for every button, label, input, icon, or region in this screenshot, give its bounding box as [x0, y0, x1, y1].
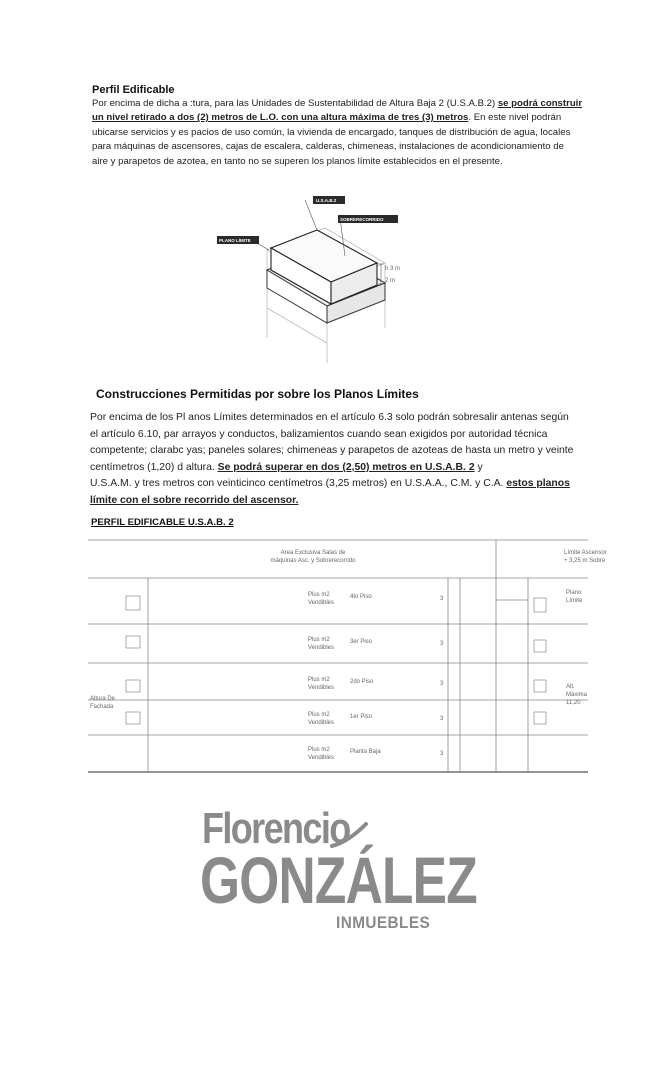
floor-3-area: Plus m2: [308, 677, 330, 683]
section1-line-2: [92, 111, 602, 125]
logo-first-name: Florencio: [202, 804, 350, 853]
sect-left-note-1: Altura De: [90, 696, 116, 702]
sect-right-side-2: Máxima: [566, 692, 588, 698]
sect-top-note-2: máquinas Asc. y Sobrerecorrido: [270, 558, 356, 564]
section2-line-2-pre: el artículo 6.10, par arrayos y conductos, balizamientos cuando sean exigidos por autoridad técnica: [90, 428, 548, 440]
sect-slab-mark-1: [126, 712, 140, 724]
sect-right-side-3: 11,20: [566, 700, 581, 706]
section1-line-3: [92, 126, 602, 140]
sect-right-top-1: Plano: [566, 590, 582, 596]
sect-right-side-1: Alt.: [566, 684, 575, 690]
floor-3-height: 3: [440, 681, 444, 687]
section2-line-4: [90, 460, 600, 477]
isometric-volume-diagram: [205, 188, 435, 363]
section1-line-4-pre: para máquinas de ascensores, cajas de escalera, calderas, chimeneas, instalaciones de acondicionamiento de: [92, 141, 564, 153]
building-section-diagram: [88, 540, 607, 775]
section1-paragraph: [92, 97, 602, 169]
iso-leader-plano: [257, 243, 269, 250]
sect-right-note-1: Límite Ascensor: [564, 550, 607, 556]
floor-1-area: Plus m2: [308, 592, 330, 598]
section2-line-3-pre: competente; clarabc yas; paneles solares; chimeneas y parapetos de azoteas de hasta un metro y veinte: [90, 445, 574, 457]
section2-line-5-ul: estos planos: [506, 478, 570, 490]
iso-tag-usab: U.S.A.B.2: [316, 198, 337, 203]
sect-right-top-2: Límite: [566, 598, 583, 604]
section2-line-1-pre: Por encima de los Pl anos Límites determinados en el artículo 6.3 solo podrán sobresalir antenas según: [90, 412, 569, 423]
floor-5-vendible: Vendibles: [308, 755, 335, 761]
iso-tag-sobre: SOBRERECORRIDO: [340, 217, 384, 222]
section1-line-5-pre: aire y parapetos de azotea, en tanto no se superen los planos límite establecidos en el presente.: [92, 155, 503, 167]
iso-dim-b: 2 m: [385, 278, 396, 284]
section1-line-3-pre: ubicarse servicios y es pacios de uso común, la vivienda de encargado, tanques de distribución de agua, locales: [92, 126, 571, 138]
sect-slab-mark-2: [126, 680, 140, 692]
sect-slab-mark-r2: [534, 680, 546, 692]
section2-subtitle: PERFIL EDIFICABLE U.S.A.B. 2: [91, 517, 234, 528]
sect-right-note-2: + 3,25 m Sobre: [564, 558, 606, 564]
floor-4-area: Plus m2: [308, 712, 330, 718]
floor-5-area: Plus m2: [308, 747, 330, 753]
logo-subtitle: INMUEBLES: [336, 913, 431, 932]
sect-slab-mark-r1: [534, 712, 546, 724]
section2-line-1: [90, 410, 600, 427]
section1-line-2-post: . En este nivel podrán: [468, 112, 562, 124]
iso-leader-usab: [305, 200, 317, 230]
floor-2-vendible: Vendibles: [308, 645, 335, 651]
section1-line-1: [92, 97, 602, 111]
section2-line-5-pre: U.S.A.M. y tres metros con veinticinco centímetros (3,25 metros) en U.S.A.A., C.M. y C.A.: [90, 478, 507, 490]
section2-line-5: [90, 476, 600, 493]
iso-dim-a: h 3 m: [385, 266, 401, 272]
sect-slab-mark-r4: [534, 598, 546, 612]
section2-line-2: [90, 427, 600, 444]
section1-line-1-ul: se podrá construir: [497, 98, 583, 109]
section2-paragraph: [90, 410, 600, 510]
logo-last-name: GONZÁLEZ: [200, 843, 477, 917]
floor-4-name: 1er Piso: [350, 714, 373, 720]
sect-left-note-2: Fachada: [90, 704, 114, 710]
section1-title: Perfil Edificable: [92, 84, 175, 96]
section2-line-4-post: y: [474, 461, 483, 473]
section2-title: Construcciones Permitidas por sobre los Planos Límites: [96, 387, 419, 401]
sect-top-note-1: Area Exclusiva Salas de: [280, 550, 346, 556]
section2-line-6: [90, 493, 600, 510]
floor-5-name: Planta Baja: [350, 749, 381, 755]
floor-3-vendible: Vendibles: [308, 685, 335, 691]
section2-line-4-ul: Se podrá superar en dos (2,50) metros en U.S.A.B. 2: [217, 461, 475, 473]
floor-4-height: 3: [440, 716, 444, 722]
iso-tag-plano: PLANO LÍMITE: [219, 238, 251, 243]
floor-5-height: 3: [440, 751, 444, 757]
section1-line-1-pre: Por encima de dicha a :tura, para las Unidades de Sustentabilidad de Altura Baja 2 (U.S.A.B.2): [92, 98, 498, 109]
floor-1-vendible: Vendibles: [308, 600, 335, 606]
floor-2-height: 3: [440, 641, 444, 647]
floor-3-name: 2do Piso: [350, 679, 374, 685]
floor-1-name: 4to Piso: [350, 594, 372, 600]
section2-line-6-ul: límite con el sobre recorrido del ascensor.: [90, 494, 299, 506]
floor-1-height: 3: [440, 596, 444, 602]
section2-line-4-pre: centímetros (1,20) d altura.: [90, 461, 218, 473]
floor-4-vendible: Vendibles: [308, 720, 335, 726]
section1-line-4: [92, 140, 602, 154]
section1-line-2-ul: un nivel retirado a dos (2) metros de L.O. con una altura máxima de tres (3) metros: [92, 112, 469, 124]
floor-2-area: Plus m2: [308, 637, 330, 643]
sect-slab-mark-r3: [534, 640, 546, 652]
section2-line-3: [90, 443, 600, 460]
section1-line-5: [92, 155, 602, 169]
sect-slab-mark-3: [126, 636, 140, 648]
floor-2-name: 3er Piso: [350, 639, 373, 645]
company-logo: [0, 800, 655, 940]
sect-slab-mark-4: [126, 596, 140, 610]
